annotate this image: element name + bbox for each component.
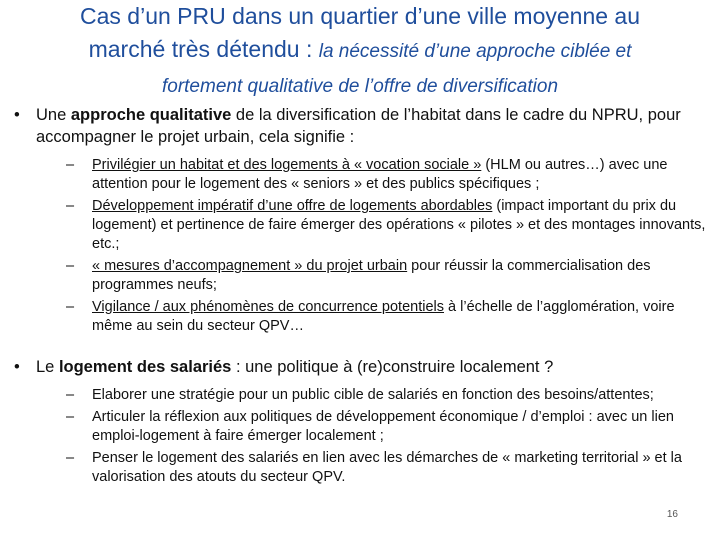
item-text: Penser le logement des salariés en lien avec les démarches de « marketing territorial » et la valorisation des atouts du secteur QPV. [92, 450, 682, 485]
bullet-post: : une politique à (re)construire localement ? [231, 358, 554, 376]
dash-icon: – [66, 157, 75, 173]
dash-icon: – [66, 450, 75, 466]
list-item [36, 298, 715, 336]
underlined-text: Développement impératif d’une offre de logements abordables [92, 198, 493, 214]
underlined-text: Privilégier un habitat et des logements à « vocation sociale » [92, 157, 482, 173]
item-text: à l’échelle de l’agglomération, voire même au sein du secteur QPV… [92, 299, 675, 334]
list-item [36, 408, 715, 446]
bullet-bold: logement des salariés [58, 358, 232, 376]
list-item [36, 386, 715, 405]
dash-icon: – [66, 198, 75, 214]
item-text: pour réussir la commercialisation des programmes neufs; [92, 258, 651, 293]
bullet-icon: • [14, 106, 20, 124]
item-text: (HLM ou autres…) avec une attention pour le logement des « seniors » et des publics spécifiques ; [92, 157, 668, 192]
slide-content [10, 104, 715, 490]
bullet-bold: approche qualitative [70, 106, 232, 124]
dash-icon: – [66, 299, 75, 315]
item-text: Articuler la réflexion aux politiques de développement économique / d’emploi : avec un lien emploi-logement à faire émerger localement ; [92, 409, 674, 444]
sub-list-2 [36, 386, 715, 487]
title-line-2-main: marché très détendu : [88, 36, 319, 62]
slide-title [20, 0, 700, 103]
underlined-text: « mesures d’accompagnement » du projet urbain [92, 258, 408, 274]
underlined-text: Vigilance / aux phénomènes de concurrence potentiels [92, 299, 444, 315]
title-line-1: Cas d’un PRU dans un quartier d’une ville moyenne au [80, 3, 640, 29]
list-item [36, 197, 715, 254]
title-line-2 [20, 33, 700, 68]
bullet-icon: • [14, 358, 20, 376]
dash-icon: – [66, 409, 75, 425]
list-item [36, 156, 715, 194]
title-line-3: fortement qualitative de l’offre de diversification [161, 76, 559, 97]
bullet-text [36, 106, 681, 146]
item-text: (impact important du prix du logement) et pertinence de faire émerger des opérations « pilotes » et des montages innovants, etc.; [92, 198, 706, 252]
page-number: 16 [666, 509, 678, 520]
sub-list-1 [36, 156, 715, 336]
bullet-pre: Une [36, 106, 71, 124]
dash-icon: – [66, 258, 75, 274]
bullet-post: de la diversification de l’habitat dans le cadre du NPRU, pour accompagner le projet urbain, cela signifie : [36, 106, 681, 146]
item-text: Elaborer une stratégie pour un public cible de salariés en fonction des besoins/attentes; [92, 387, 654, 403]
list-item [36, 449, 715, 487]
bullet-logement-salaries [10, 356, 715, 487]
list-item [36, 257, 715, 295]
bullet-pre: Le [36, 358, 59, 376]
bullet-text [36, 358, 553, 376]
dash-icon: – [66, 387, 75, 403]
bullet-approche-qualitative [10, 104, 715, 336]
title-line-2-italic: la nécessité d’une approche ciblée et [318, 41, 632, 62]
